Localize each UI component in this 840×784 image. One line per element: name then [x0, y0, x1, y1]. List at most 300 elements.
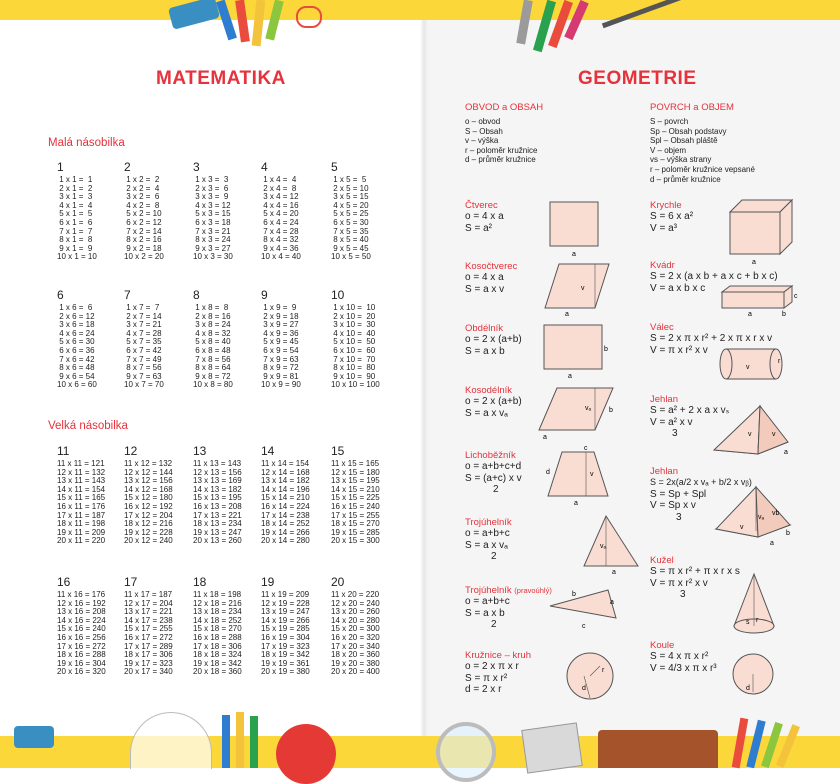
table-row: 17 x 13 = 221: [193, 510, 242, 520]
sharpener-icon: [14, 726, 54, 748]
table-number: 3: [193, 160, 200, 174]
table-row: 13 x 19 = 247: [261, 607, 310, 617]
table-number: 4: [261, 160, 268, 174]
table-row: 7 x 8 = 56: [193, 354, 231, 364]
table-row: 14 x 19 = 266: [261, 615, 310, 625]
table-row: 11 x 18 = 198: [193, 590, 242, 599]
table-row: 9 x 7 = 63: [124, 371, 162, 381]
label-a: a: [572, 251, 576, 258]
multiplication-table: [331, 288, 401, 390]
table-row: 7 x 6 = 42: [57, 354, 95, 364]
table-row: 20 x 13 = 260: [193, 536, 242, 546]
formula-rhombus: [465, 261, 517, 295]
table-row: 18 x 18 = 324: [193, 650, 242, 660]
table-row: 3 x 4 = 12: [261, 192, 299, 202]
table-row: 2 x 10 = 20: [331, 311, 376, 321]
table-row: 4 x 4 = 16: [261, 200, 299, 210]
table-row: 12 x 20 = 240: [331, 598, 380, 608]
formula-parallelogram: [465, 385, 522, 419]
table-row: 5 x 4 = 20: [261, 209, 299, 219]
section-title-small-multiplication: Malá násobilka: [48, 137, 125, 149]
table-row: 18 x 13 = 234: [193, 519, 242, 529]
table-row: 4 x 10 = 40: [331, 328, 376, 338]
multiplication-table: [193, 444, 263, 546]
table-row: 11 x 19 = 209: [261, 590, 310, 599]
triangle-shape: [582, 514, 644, 576]
table-row: 17 x 20 = 340: [331, 641, 380, 651]
table-row: 3 x 2 = 6: [124, 192, 160, 202]
table-row: 14 x 16 = 224: [57, 615, 106, 625]
table-row: 15 x 14 = 210: [261, 493, 310, 503]
table-row: 12 x 18 = 216: [193, 598, 242, 608]
table-row: 7 x 4 = 28: [261, 226, 299, 236]
table-row: 8 x 9 = 72: [261, 363, 299, 373]
legend-line: d – průměr kružnice: [465, 155, 536, 165]
legend-line: S – Obsah: [465, 126, 503, 136]
right-triangle-shape: [548, 586, 620, 632]
table-row: 15 x 15 = 225: [331, 493, 380, 503]
formula-name-main: Trojúhelník: [465, 585, 512, 596]
label-b: b: [604, 346, 608, 353]
formula-triangle: [465, 517, 512, 563]
label-a: a: [612, 569, 616, 576]
table-row: 19 x 20 = 380: [331, 658, 380, 668]
table-row: 8 x 2 = 16: [124, 235, 162, 245]
multiplication-table: [331, 160, 401, 262]
formula-line: V = a² x v: [650, 416, 693, 428]
surface-volume-legend: [650, 102, 755, 184]
table-row: 13 x 15 = 195: [331, 476, 380, 486]
legend-line: V – objem: [650, 145, 687, 155]
table-row: 14 x 20 = 280: [331, 615, 380, 625]
table-row: 16 x 17 = 272: [124, 632, 173, 642]
legend-line: S – povrch: [650, 117, 689, 126]
table-row: 9 x 6 = 54: [57, 371, 95, 381]
table-row: 9 x 5 = 45: [331, 243, 369, 253]
table-row: 5 x 5 = 25: [331, 209, 369, 219]
formula-line: 3: [680, 589, 686, 600]
multiplication-table: [261, 575, 331, 677]
label-r: r: [778, 358, 781, 365]
table-row: 20 x 17 = 340: [124, 667, 173, 677]
table-row: 6 x 9 = 54: [261, 345, 299, 355]
table-row: 20 x 16 = 320: [57, 667, 106, 677]
page-title-matematika: MATEMATIKA: [156, 68, 286, 89]
formula-line: 2: [491, 619, 497, 630]
table-row: 17 x 14 = 238: [261, 510, 310, 520]
parallelogram-shape: [537, 386, 617, 442]
legend-line: Sp – Obsah podstavy: [650, 126, 727, 136]
formula-line: 2: [491, 551, 497, 562]
label-d: d: [582, 685, 586, 692]
formula-name: Krychle: [650, 200, 682, 211]
formula-line: S = 2 x π x r² + 2 x π x r x v: [650, 333, 773, 344]
table-row: 11 x 15 = 165: [331, 459, 380, 468]
table-row: 11 x 11 = 121: [57, 459, 105, 468]
table-row: 19 x 14 = 266: [261, 527, 310, 537]
table-row: 17 x 16 = 272: [57, 641, 106, 651]
label-b: b: [782, 311, 786, 318]
table-number: 13: [193, 444, 207, 458]
formula-line: V = 4/3 x π x r³: [650, 662, 717, 674]
formula-name: Kosočtverec: [465, 261, 518, 272]
label-r: r: [602, 667, 605, 674]
table-row: 8 x 7 = 56: [124, 363, 162, 373]
table-row: 14 x 14 = 196: [261, 484, 310, 494]
table-row: 13 x 20 = 260: [331, 607, 380, 617]
formula-line: 3: [672, 428, 678, 439]
table-row: 2 x 3 = 6: [193, 183, 229, 193]
table-row: 15 x 11 = 165: [57, 493, 106, 503]
formula-name: Kužel: [650, 555, 674, 566]
table-row: 16 x 11 = 176: [57, 501, 106, 511]
legend-line: v – výška: [465, 136, 499, 146]
table-row: 3 x 3 = 9: [193, 192, 229, 202]
section-title-large-multiplication: Velká násobilka: [48, 420, 128, 432]
table-row: 1 x 4 = 4: [261, 175, 297, 184]
table-row: 18 x 15 = 270: [331, 519, 380, 529]
table-row: 6 x 4 = 24: [261, 217, 299, 227]
table-row: 7 x 2 = 14: [124, 226, 162, 236]
table-row: 14 x 15 = 210: [331, 484, 380, 494]
table-number: 12: [124, 444, 138, 458]
table-row: 10 x 5 = 50: [331, 252, 371, 262]
table-row: 17 x 19 = 323: [261, 641, 310, 651]
formula-name-sub: (pravoúhlý): [514, 586, 552, 595]
table-row: 9 x 2 = 18: [124, 243, 162, 253]
formula-line: o = 4 x a: [465, 211, 504, 222]
table-row: 10 x 7 = 70: [124, 380, 164, 390]
formula-cube: [650, 200, 693, 234]
table-row: 4 x 3 = 12: [193, 200, 231, 210]
table-row: 10 x 1 = 10: [57, 252, 97, 262]
table-row: 12 x 13 = 156: [193, 467, 242, 477]
table-row: 1 x 6 = 6: [57, 303, 93, 312]
multiplication-table: [193, 575, 263, 677]
multiplication-table: [331, 575, 401, 677]
label-v: v: [746, 364, 750, 371]
table-row: 7 x 10 = 70: [331, 354, 376, 364]
table-row: 20 x 15 = 300: [331, 536, 380, 546]
table-row: 20 x 12 = 240: [124, 536, 173, 546]
table-row: 8 x 1 = 8: [57, 235, 93, 245]
table-row: 9 x 8 = 72: [193, 371, 231, 381]
table-row: 14 x 11 = 154: [57, 484, 106, 494]
table-row: 3 x 10 = 30: [331, 320, 376, 330]
table-row: 3 x 5 = 15: [331, 192, 369, 202]
formula-line: V = Sp x v: [650, 500, 696, 511]
table-row: 6 x 6 = 36: [57, 345, 95, 355]
table-row: 2 x 2 = 4: [124, 183, 160, 193]
formula-name: Obdélník: [465, 323, 504, 334]
table-row: 9 x 3 = 27: [193, 243, 231, 253]
table-number: 10: [331, 288, 345, 302]
table-row: 2 x 8 = 16: [193, 311, 231, 321]
table-number: 19: [261, 575, 275, 589]
table-row: 12 x 19 = 228: [261, 598, 310, 608]
table-row: 6 x 2 = 12: [124, 217, 162, 227]
table-row: 1 x 3 = 3: [193, 175, 229, 184]
table-row: 17 x 18 = 306: [193, 641, 242, 651]
table-row: 17 x 11 = 187: [57, 510, 106, 520]
table-row: 16 x 15 = 240: [331, 501, 380, 511]
table-row: 14 x 12 = 168: [124, 484, 173, 494]
label-a: a: [770, 540, 774, 547]
label-a: a: [784, 449, 788, 456]
table-row: 1 x 8 = 8: [193, 303, 229, 312]
table-row: 13 x 11 = 143: [57, 476, 106, 486]
formula-name: Kosodélník: [465, 385, 513, 396]
table-row: 4 x 1 = 4: [57, 200, 93, 210]
label-va: vₐ: [758, 514, 765, 521]
label-a: a: [568, 373, 572, 380]
table-row: 10 x 6 = 60: [57, 380, 97, 390]
table-row: 8 x 4 = 32: [261, 235, 299, 245]
table-row: 20 x 11 = 220: [57, 536, 106, 546]
table-row: 13 x 12 = 156: [124, 476, 173, 486]
table-row: 15 x 20 = 300: [331, 624, 380, 634]
formula-line: o = a+b+c: [465, 596, 510, 607]
table-row: 2 x 7 = 14: [124, 311, 162, 321]
table-row: 5 x 3 = 15: [193, 209, 231, 219]
table-row: 7 x 1 = 7: [57, 226, 93, 236]
formula-cone: [650, 555, 740, 601]
trapezoid-shape: [546, 444, 616, 506]
table-row: 20 x 19 = 380: [261, 667, 310, 677]
page-title-geometrie: GEOMETRIE: [578, 68, 697, 89]
table-row: 9 x 10 = 90: [331, 371, 376, 381]
formula-line: S = π x r²: [465, 672, 508, 684]
pyramid-square-shape: [712, 402, 792, 462]
table-row: 3 x 9 = 27: [261, 320, 299, 330]
table-row: 14 x 18 = 252: [193, 615, 242, 625]
formula-line: V = a x b x c: [650, 282, 706, 294]
multiplication-table: [193, 160, 263, 262]
formula-line: d = 2 x r: [465, 684, 502, 695]
table-row: 2 x 5 = 10: [331, 183, 369, 193]
formula-line: 2: [493, 484, 499, 495]
table-row: 16 x 19 = 304: [261, 632, 310, 642]
table-row: 12 x 15 = 180: [331, 467, 380, 477]
label-v: v: [581, 285, 585, 292]
perimeter-area-legend: [465, 102, 543, 165]
multiplication-table: [57, 575, 127, 677]
pencil-icon: [222, 715, 230, 768]
multiplication-table: [57, 288, 127, 390]
label-v: v: [590, 471, 594, 478]
table-row: 11 x 16 = 176: [57, 590, 106, 599]
table-row: 6 x 7 = 42: [124, 345, 162, 355]
table-row: 19 x 19 = 361: [261, 658, 310, 668]
formula-line: o = a+b+c: [465, 528, 510, 539]
formula-line: o = 2 x (a+b): [465, 396, 522, 407]
label-a: a: [752, 259, 756, 266]
table-row: 13 x 18 = 234: [193, 607, 242, 617]
table-row: 16 x 20 = 320: [331, 632, 380, 642]
table-row: 15 x 13 = 195: [193, 493, 242, 503]
formula-right-triangle: [465, 585, 552, 631]
table-row: 19 x 11 = 209: [57, 527, 106, 537]
table-number: 9: [261, 288, 268, 302]
table-row: 6 x 10 = 60: [331, 345, 376, 355]
table-number: 14: [261, 444, 275, 458]
table-row: 10 x 9 = 90: [261, 380, 301, 390]
table-number: 18: [193, 575, 207, 589]
multiplication-table: [124, 288, 194, 390]
formula-line: o = 2 x (a+b): [465, 334, 522, 345]
table-row: 3 x 6 = 18: [57, 320, 95, 330]
table-row: 11 x 14 = 154: [261, 459, 310, 468]
table-row: 5 x 1 = 5: [57, 209, 93, 219]
table-row: 1 x 2 = 2: [124, 175, 160, 184]
alarm-clock-icon: [276, 724, 336, 784]
legend-line: r – poloměr kružnice: [465, 145, 538, 155]
table-row: 10 x 2 = 20: [124, 252, 164, 262]
label-va: vₐ: [585, 405, 592, 412]
top-decor-band: [0, 0, 840, 20]
table-row: 7 x 7 = 49: [124, 354, 162, 364]
table-number: 6: [57, 288, 64, 302]
label-c: c: [794, 293, 798, 300]
table-row: 9 x 1 = 9: [57, 243, 93, 253]
formula-line: S = a²: [465, 222, 492, 234]
sphere-shape: [732, 652, 776, 698]
table-row: 15 x 18 = 270: [193, 624, 242, 634]
circle-shape: [566, 650, 616, 702]
label-c: c: [584, 445, 588, 452]
formula-name: Trojúhelník: [465, 517, 512, 528]
table-row: 11 x 20 = 220: [331, 590, 380, 599]
table-row: 5 x 8 = 40: [193, 337, 231, 347]
table-row: 19 x 16 = 304: [57, 658, 106, 668]
formula-line: S = π x r² + π x r x s: [650, 566, 740, 577]
table-row: 8 x 5 = 40: [331, 235, 369, 245]
formula-line: S = a x b: [465, 607, 505, 619]
table-row: 4 x 5 = 20: [331, 200, 369, 210]
table-number: 17: [124, 575, 138, 589]
table-row: 16 x 12 = 192: [124, 501, 173, 511]
table-row: 6 x 3 = 18: [193, 217, 231, 227]
paperclip-icon: [296, 6, 322, 28]
table-row: 7 x 3 = 21: [193, 226, 231, 236]
multiplication-table: [261, 160, 331, 262]
schoolbag-icon: [598, 730, 718, 768]
table-row: 5 x 10 = 50: [331, 337, 376, 347]
table-row: 3 x 8 = 24: [193, 320, 231, 330]
table-row: 20 x 14 = 280: [261, 536, 310, 546]
rectangle-shape: [542, 323, 614, 381]
table-row: 2 x 9 = 18: [261, 311, 299, 321]
table-number: 2: [124, 160, 131, 174]
table-row: 16 x 16 = 256: [57, 632, 106, 642]
table-row: 4 x 8 = 32: [193, 328, 231, 338]
label-b: b: [572, 591, 576, 598]
table-row: 8 x 10 = 80: [331, 363, 376, 373]
label-va: vₐ: [600, 543, 607, 550]
legend-line: Spl – Obsah pláště: [650, 136, 718, 146]
label-a: a: [543, 434, 547, 441]
formula-line: S = a x b: [465, 345, 505, 357]
label-v: v: [748, 431, 752, 438]
table-row: 11 x 13 = 143: [193, 459, 242, 468]
table-row: 3 x 7 = 21: [124, 320, 162, 330]
table-row: 15 x 16 = 240: [57, 624, 106, 634]
multiplication-table: [261, 288, 331, 390]
cube-shape: [728, 198, 798, 266]
multiplication-table: [124, 575, 194, 677]
formula-line: o = 2 x π x r: [465, 661, 519, 672]
table-row: 10 x 10 = 100: [331, 380, 380, 390]
table-row: 14 x 13 = 182: [193, 484, 242, 494]
legend-line: vs – výška strany: [650, 155, 712, 165]
table-row: 19 x 15 = 285: [331, 527, 380, 537]
table-row: 1 x 9 = 9: [261, 303, 297, 312]
calculator-icon: [521, 722, 583, 773]
formula-line: S = 2 x (a x b + a x c + b x c): [650, 271, 778, 282]
table-row: 2 x 4 = 8: [261, 183, 297, 193]
table-row: 16 x 18 = 288: [193, 632, 242, 642]
cylinder-shape: [718, 345, 788, 385]
table-row: 12 x 16 = 192: [57, 598, 106, 608]
label-b: b: [609, 407, 613, 414]
table-row: 1 x 5 = 5: [331, 175, 367, 184]
label-c: c: [582, 623, 586, 630]
table-row: 5 x 2 = 10: [124, 209, 162, 219]
table-number: 11: [57, 444, 70, 458]
table-row: 1 x 7 = 7: [124, 303, 160, 312]
formula-line: V = a³: [650, 222, 677, 234]
table-row: 8 x 6 = 48: [57, 363, 95, 373]
table-row: 7 x 5 = 35: [331, 226, 369, 236]
table-row: 13 x 14 = 182: [261, 476, 310, 486]
table-row: 13 x 13 = 169: [193, 476, 242, 486]
table-row: 10 x 3 = 30: [193, 252, 233, 262]
cuboid-shape: [720, 284, 800, 318]
table-row: 19 x 13 = 247: [193, 527, 242, 537]
table-row: 15 x 12 = 180: [124, 493, 173, 503]
formula-line: S = a x v: [465, 283, 505, 295]
table-row: 17 x 15 = 255: [331, 510, 380, 520]
table-row: 5 x 6 = 30: [57, 337, 95, 347]
formula-line: 3: [676, 511, 682, 523]
table-row: 12 x 14 = 168: [261, 467, 310, 477]
formula-line: S = Sp + Spl: [650, 488, 707, 500]
table-row: 16 x 13 = 208: [193, 501, 242, 511]
table-row: 2 x 1 = 2: [57, 183, 93, 193]
pencil-icon: [250, 716, 258, 768]
table-row: 13 x 16 = 208: [57, 607, 106, 617]
formula-line: S = a² + 2 x a x vₛ: [650, 405, 730, 416]
table-row: 18 x 14 = 252: [261, 519, 310, 529]
table-row: 8 x 3 = 24: [193, 235, 231, 245]
label-v: v: [740, 524, 744, 531]
table-row: 18 x 19 = 342: [261, 650, 310, 660]
multiplication-table: [193, 288, 263, 390]
formula-rectangle: [465, 323, 522, 357]
table-row: 9 x 4 = 36: [261, 243, 299, 253]
table-row: 7 x 9 = 63: [261, 354, 299, 364]
cone-shape: [732, 572, 776, 638]
formula-name: Jehlan: [650, 394, 678, 405]
formula-name: Kružnice – kruh: [465, 650, 532, 661]
label-d: d: [746, 685, 750, 692]
table-row: 10 x 4 = 40: [261, 252, 301, 262]
table-row: 4 x 6 = 24: [57, 328, 95, 338]
table-row: 12 x 11 = 132: [57, 467, 106, 477]
table-row: 16 x 14 = 224: [261, 501, 310, 511]
formula-line: S = 6 x a²: [650, 211, 694, 222]
table-row: 19 x 17 = 323: [124, 658, 173, 668]
